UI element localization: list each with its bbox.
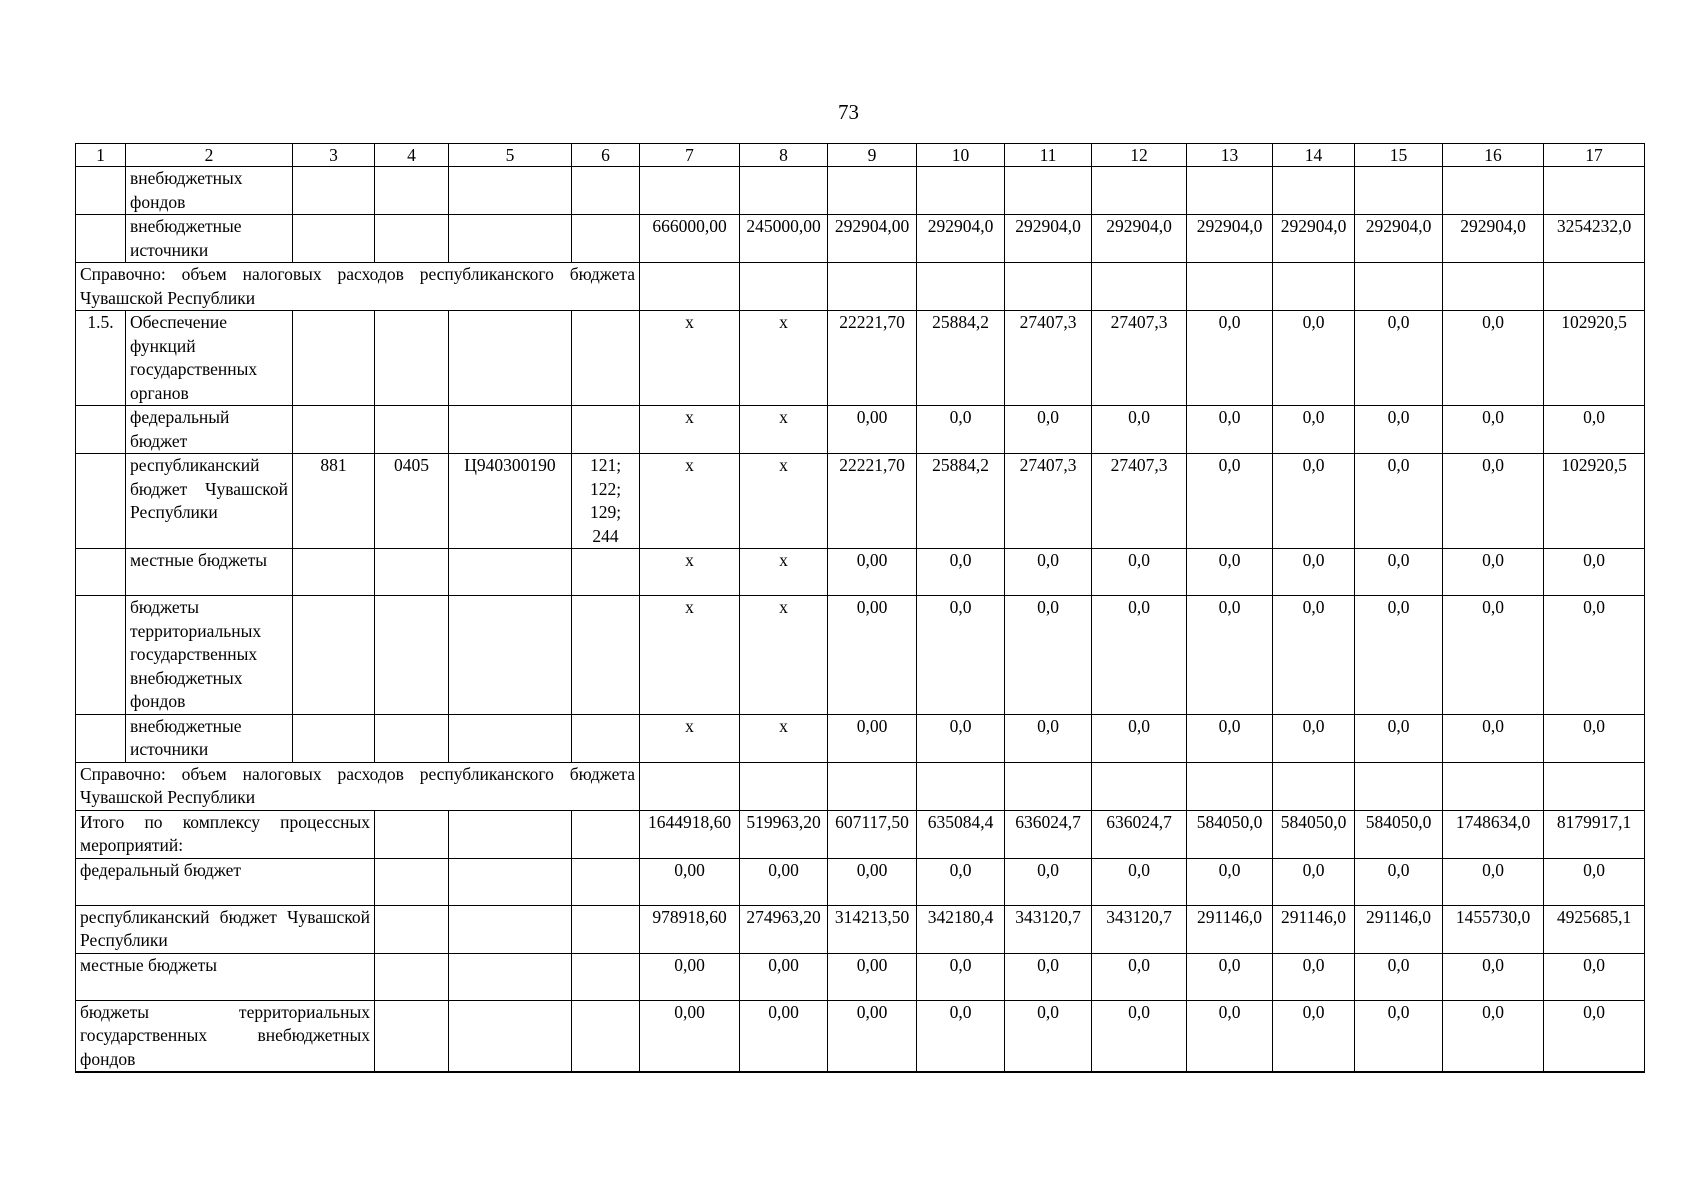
value-cell: 0,0 bbox=[1092, 953, 1187, 1000]
row-number bbox=[76, 454, 126, 549]
value-cell: 292904,0 bbox=[1005, 215, 1092, 263]
value-cell bbox=[1187, 263, 1273, 311]
value-cell: 0,0 bbox=[1273, 549, 1355, 596]
code-cell bbox=[572, 215, 640, 263]
header-cell: 8 bbox=[740, 144, 828, 167]
value-cell: 0,00 bbox=[828, 714, 917, 762]
row-label: республиканский бюджет Чувашской Республики bbox=[126, 454, 293, 549]
value-cell: x bbox=[640, 406, 740, 454]
table-cell bbox=[572, 953, 640, 1000]
table-row bbox=[76, 406, 1645, 454]
value-cell: 314213,50 bbox=[828, 905, 917, 953]
code-cell bbox=[449, 167, 572, 215]
row-label: федеральный бюджет bbox=[126, 406, 293, 454]
value-cell: 0,0 bbox=[1355, 714, 1443, 762]
value-cell bbox=[1092, 263, 1187, 311]
value-cell: 0,0 bbox=[1187, 549, 1273, 596]
header-cell: 2 bbox=[126, 144, 293, 167]
value-cell: 0,00 bbox=[828, 549, 917, 596]
code-cell: Ц940300190 bbox=[449, 454, 572, 549]
value-cell: 0,0 bbox=[1005, 596, 1092, 715]
value-cell: x bbox=[640, 596, 740, 715]
value-cell: 0,0 bbox=[1443, 406, 1544, 454]
value-cell: 0,0 bbox=[1273, 953, 1355, 1000]
code-cell bbox=[293, 311, 375, 406]
value-cell: 0,0 bbox=[1355, 454, 1443, 549]
value-cell: 0,0 bbox=[1443, 596, 1544, 715]
value-cell: 0,0 bbox=[1273, 311, 1355, 406]
value-cell: 0,0 bbox=[917, 953, 1005, 1000]
code-cell bbox=[293, 549, 375, 596]
value-cell bbox=[1355, 263, 1443, 311]
code-cell bbox=[572, 406, 640, 454]
value-cell: 0,0 bbox=[1005, 953, 1092, 1000]
table-cell bbox=[449, 953, 572, 1000]
value-cell: 0,0 bbox=[1005, 406, 1092, 454]
code-cell bbox=[293, 406, 375, 454]
value-cell: 292904,0 bbox=[1273, 215, 1355, 263]
value-cell: 292904,0 bbox=[1092, 215, 1187, 263]
table-row bbox=[76, 905, 1645, 953]
row-label: внебюджетные источники bbox=[126, 714, 293, 762]
value-cell bbox=[1005, 167, 1092, 215]
value-cell: 0,00 bbox=[640, 858, 740, 905]
total-label: федеральный бюджет bbox=[76, 858, 375, 905]
row-number bbox=[76, 406, 126, 454]
table-row bbox=[76, 263, 1645, 311]
value-cell: 0,0 bbox=[917, 549, 1005, 596]
value-cell bbox=[1273, 167, 1355, 215]
table-row bbox=[76, 810, 1645, 858]
header-row bbox=[76, 144, 1645, 167]
value-cell: 0,00 bbox=[740, 1000, 828, 1072]
row-label: бюджеты территориальных государственных внебюджетных фондов bbox=[126, 596, 293, 715]
table-cell bbox=[572, 1000, 640, 1072]
value-cell: 0,00 bbox=[740, 858, 828, 905]
value-cell: 291146,0 bbox=[1355, 905, 1443, 953]
row-number bbox=[76, 596, 126, 715]
table-cell bbox=[449, 858, 572, 905]
value-cell: x bbox=[640, 549, 740, 596]
value-cell: 635084,4 bbox=[917, 810, 1005, 858]
value-cell bbox=[1273, 263, 1355, 311]
table-row bbox=[76, 454, 1645, 549]
header-cell: 11 bbox=[1005, 144, 1092, 167]
value-cell: 25884,2 bbox=[917, 311, 1005, 406]
value-cell: 0,0 bbox=[1092, 549, 1187, 596]
row-number bbox=[76, 549, 126, 596]
code-cell bbox=[572, 167, 640, 215]
code-cell bbox=[375, 596, 449, 715]
header-cell: 15 bbox=[1355, 144, 1443, 167]
total-label: республиканский бюджет Чувашской Республики bbox=[76, 905, 375, 953]
value-cell: 0,0 bbox=[1092, 858, 1187, 905]
code-cell bbox=[449, 596, 572, 715]
row-label: местные бюджеты bbox=[126, 549, 293, 596]
value-cell: 0,0 bbox=[1544, 406, 1645, 454]
value-cell bbox=[1355, 762, 1443, 810]
code-cell bbox=[375, 406, 449, 454]
value-cell: 636024,7 bbox=[1005, 810, 1092, 858]
value-cell: 0,0 bbox=[1443, 953, 1544, 1000]
value-cell: 0,0 bbox=[1187, 454, 1273, 549]
table-cell bbox=[572, 858, 640, 905]
value-cell: 291146,0 bbox=[1187, 905, 1273, 953]
value-cell: 0,0 bbox=[1355, 953, 1443, 1000]
value-cell bbox=[1187, 167, 1273, 215]
value-cell bbox=[1005, 263, 1092, 311]
code-cell bbox=[572, 596, 640, 715]
value-cell bbox=[640, 762, 740, 810]
header-cell: 16 bbox=[1443, 144, 1544, 167]
value-cell: 22221,70 bbox=[828, 454, 917, 549]
value-cell: 27407,3 bbox=[1092, 311, 1187, 406]
value-cell: 0,0 bbox=[1092, 596, 1187, 715]
value-cell: 0,0 bbox=[1273, 406, 1355, 454]
table-row bbox=[76, 762, 1645, 810]
value-cell: x bbox=[740, 549, 828, 596]
value-cell bbox=[1443, 167, 1544, 215]
value-cell bbox=[640, 263, 740, 311]
code-cell bbox=[572, 714, 640, 762]
table-row bbox=[76, 311, 1645, 406]
value-cell bbox=[1187, 762, 1273, 810]
note-label: Справочно: объем налоговых расходов республиканского бюджета Чувашской Республики bbox=[76, 263, 640, 311]
header-cell: 10 bbox=[917, 144, 1005, 167]
table-row bbox=[76, 596, 1645, 715]
value-cell: 292904,0 bbox=[1187, 215, 1273, 263]
value-cell: 0,0 bbox=[917, 858, 1005, 905]
value-cell: 274963,20 bbox=[740, 905, 828, 953]
code-cell bbox=[572, 311, 640, 406]
value-cell: 0,0 bbox=[1187, 596, 1273, 715]
value-cell: 0,0 bbox=[1355, 549, 1443, 596]
value-cell: 0,0 bbox=[1005, 858, 1092, 905]
value-cell bbox=[740, 762, 828, 810]
value-cell bbox=[917, 762, 1005, 810]
value-cell: 0,0 bbox=[1187, 311, 1273, 406]
value-cell: 1455730,0 bbox=[1443, 905, 1544, 953]
value-cell: 0,0 bbox=[1355, 1000, 1443, 1072]
value-cell bbox=[917, 263, 1005, 311]
value-cell: 0,0 bbox=[1092, 406, 1187, 454]
header-cell: 13 bbox=[1187, 144, 1273, 167]
value-cell: 27407,3 bbox=[1005, 454, 1092, 549]
code-cell bbox=[293, 596, 375, 715]
header-cell: 12 bbox=[1092, 144, 1187, 167]
table-row bbox=[76, 215, 1645, 263]
total-label: бюджеты территориальных государственных внебюджетных фондов bbox=[76, 1000, 375, 1072]
value-cell: 25884,2 bbox=[917, 454, 1005, 549]
value-cell: x bbox=[740, 714, 828, 762]
value-cell: x bbox=[740, 311, 828, 406]
value-cell: 0,0 bbox=[1092, 714, 1187, 762]
code-cell bbox=[375, 549, 449, 596]
value-cell: 0,0 bbox=[1273, 454, 1355, 549]
code-cell bbox=[449, 311, 572, 406]
value-cell: 0,0 bbox=[1544, 953, 1645, 1000]
value-cell: 0,0 bbox=[917, 406, 1005, 454]
value-cell bbox=[917, 167, 1005, 215]
value-cell: 0,0 bbox=[1187, 406, 1273, 454]
table-cell bbox=[572, 810, 640, 858]
header-cell: 14 bbox=[1273, 144, 1355, 167]
value-cell: 0,0 bbox=[917, 1000, 1005, 1072]
code-cell bbox=[449, 549, 572, 596]
table-cell bbox=[449, 905, 572, 953]
value-cell bbox=[1443, 263, 1544, 311]
value-cell: 0,00 bbox=[640, 953, 740, 1000]
value-cell: 519963,20 bbox=[740, 810, 828, 858]
value-cell: 0,0 bbox=[1187, 953, 1273, 1000]
value-cell: 0,0 bbox=[1005, 1000, 1092, 1072]
table-cell bbox=[572, 905, 640, 953]
value-cell bbox=[740, 167, 828, 215]
value-cell: 0,00 bbox=[828, 953, 917, 1000]
code-cell bbox=[375, 714, 449, 762]
header-cell: 1 bbox=[76, 144, 126, 167]
code-cell bbox=[449, 406, 572, 454]
row-number: 1.5. bbox=[76, 311, 126, 406]
value-cell: 0,0 bbox=[1355, 858, 1443, 905]
value-cell: 0,0 bbox=[1187, 858, 1273, 905]
header-cell: 4 bbox=[375, 144, 449, 167]
table-row bbox=[76, 1000, 1645, 1072]
table-cell bbox=[375, 810, 449, 858]
value-cell: 8179917,1 bbox=[1544, 810, 1645, 858]
value-cell: 0,0 bbox=[1443, 1000, 1544, 1072]
value-cell: 0,00 bbox=[640, 1000, 740, 1072]
value-cell bbox=[640, 167, 740, 215]
value-cell: 4925685,1 bbox=[1544, 905, 1645, 953]
value-cell: 102920,5 bbox=[1544, 311, 1645, 406]
value-cell: 0,0 bbox=[1355, 311, 1443, 406]
header-cell: 9 bbox=[828, 144, 917, 167]
code-cell bbox=[572, 549, 640, 596]
value-cell bbox=[1355, 167, 1443, 215]
table-row bbox=[76, 549, 1645, 596]
code-cell bbox=[293, 714, 375, 762]
value-cell bbox=[1092, 167, 1187, 215]
code-cell: 121; 122; 129; 244 bbox=[572, 454, 640, 549]
row-label: внебюджетных фондов bbox=[126, 167, 293, 215]
value-cell: 0,0 bbox=[1544, 596, 1645, 715]
page-number: 73 bbox=[838, 100, 859, 124]
value-cell: 0,0 bbox=[1443, 714, 1544, 762]
value-cell: 343120,7 bbox=[1092, 905, 1187, 953]
value-cell bbox=[740, 263, 828, 311]
value-cell bbox=[1544, 263, 1645, 311]
value-cell: 607117,50 bbox=[828, 810, 917, 858]
row-label: внебюджетные источники bbox=[126, 215, 293, 263]
code-cell bbox=[449, 215, 572, 263]
value-cell: x bbox=[640, 454, 740, 549]
code-cell: 881 bbox=[293, 454, 375, 549]
value-cell: 343120,7 bbox=[1005, 905, 1092, 953]
value-cell: 0,0 bbox=[1443, 454, 1544, 549]
value-cell: 22221,70 bbox=[828, 311, 917, 406]
value-cell: 0,00 bbox=[828, 1000, 917, 1072]
value-cell: 0,0 bbox=[1443, 858, 1544, 905]
value-cell: x bbox=[640, 714, 740, 762]
value-cell bbox=[828, 762, 917, 810]
value-cell bbox=[1544, 762, 1645, 810]
row-number bbox=[76, 215, 126, 263]
value-cell: 584050,0 bbox=[1273, 810, 1355, 858]
value-cell: 0,0 bbox=[1005, 549, 1092, 596]
value-cell: 27407,3 bbox=[1005, 311, 1092, 406]
value-cell bbox=[1092, 762, 1187, 810]
value-cell: 0,0 bbox=[1355, 596, 1443, 715]
value-cell: x bbox=[740, 596, 828, 715]
value-cell: 292904,00 bbox=[828, 215, 917, 263]
value-cell: 636024,7 bbox=[1092, 810, 1187, 858]
value-cell: 342180,4 bbox=[917, 905, 1005, 953]
header-cell: 3 bbox=[293, 144, 375, 167]
value-cell: 102920,5 bbox=[1544, 454, 1645, 549]
table-cell bbox=[375, 858, 449, 905]
value-cell: 0,00 bbox=[740, 953, 828, 1000]
value-cell: 0,0 bbox=[1092, 1000, 1187, 1072]
value-cell: 0,0 bbox=[1443, 549, 1544, 596]
value-cell: 0,0 bbox=[1187, 1000, 1273, 1072]
value-cell: 0,0 bbox=[1544, 714, 1645, 762]
value-cell: 0,0 bbox=[1544, 858, 1645, 905]
header-cell: 5 bbox=[449, 144, 572, 167]
header-cell: 17 bbox=[1544, 144, 1645, 167]
total-label: Итого по комплексу процессных мероприятий: bbox=[76, 810, 375, 858]
header-cell: 6 bbox=[572, 144, 640, 167]
table-cell bbox=[449, 810, 572, 858]
header-cell: 7 bbox=[640, 144, 740, 167]
value-cell: 666000,00 bbox=[640, 215, 740, 263]
value-cell: 0,00 bbox=[828, 858, 917, 905]
table-row bbox=[76, 953, 1645, 1000]
value-cell: 292904,0 bbox=[1355, 215, 1443, 263]
total-label: местные бюджеты bbox=[76, 953, 375, 1000]
value-cell: 0,0 bbox=[1005, 714, 1092, 762]
table-cell bbox=[375, 905, 449, 953]
value-cell: 0,0 bbox=[1273, 714, 1355, 762]
value-cell: 0,00 bbox=[828, 406, 917, 454]
value-cell: 1748634,0 bbox=[1443, 810, 1544, 858]
value-cell: 0,0 bbox=[1544, 549, 1645, 596]
value-cell: 0,0 bbox=[1187, 714, 1273, 762]
value-cell: 0,0 bbox=[917, 596, 1005, 715]
value-cell: 3254232,0 bbox=[1544, 215, 1645, 263]
table-cell bbox=[449, 1000, 572, 1072]
value-cell: 0,0 bbox=[1443, 311, 1544, 406]
value-cell: 27407,3 bbox=[1092, 454, 1187, 549]
note-label: Справочно: объем налоговых расходов республиканского бюджета Чувашской Республики bbox=[76, 762, 640, 810]
value-cell: 584050,0 bbox=[1355, 810, 1443, 858]
value-cell: 0,0 bbox=[917, 714, 1005, 762]
code-cell bbox=[375, 167, 449, 215]
table-cell bbox=[375, 953, 449, 1000]
code-cell bbox=[293, 215, 375, 263]
value-cell bbox=[1273, 762, 1355, 810]
value-cell: 291146,0 bbox=[1273, 905, 1355, 953]
value-cell: 245000,00 bbox=[740, 215, 828, 263]
code-cell bbox=[375, 311, 449, 406]
value-cell bbox=[1005, 762, 1092, 810]
code-cell bbox=[293, 167, 375, 215]
value-cell: 292904,0 bbox=[1443, 215, 1544, 263]
code-cell bbox=[449, 714, 572, 762]
value-cell: 0,00 bbox=[828, 596, 917, 715]
table-cell bbox=[375, 1000, 449, 1072]
table-row bbox=[76, 858, 1645, 905]
code-cell bbox=[375, 215, 449, 263]
budget-table bbox=[75, 143, 1645, 1073]
value-cell: 584050,0 bbox=[1187, 810, 1273, 858]
value-cell: 1644918,60 bbox=[640, 810, 740, 858]
table-row bbox=[76, 714, 1645, 762]
table-row bbox=[76, 167, 1645, 215]
value-cell: 0,0 bbox=[1355, 406, 1443, 454]
value-cell: 0,0 bbox=[1273, 858, 1355, 905]
value-cell bbox=[1544, 167, 1645, 215]
value-cell: x bbox=[740, 406, 828, 454]
row-number bbox=[76, 714, 126, 762]
value-cell: 292904,0 bbox=[917, 215, 1005, 263]
value-cell: x bbox=[740, 454, 828, 549]
value-cell: x bbox=[640, 311, 740, 406]
code-cell: 0405 bbox=[375, 454, 449, 549]
value-cell: 0,0 bbox=[1544, 1000, 1645, 1072]
value-cell: 978918,60 bbox=[640, 905, 740, 953]
row-number bbox=[76, 167, 126, 215]
row-label: Обеспечение функций государственных органов bbox=[126, 311, 293, 406]
value-cell bbox=[1443, 762, 1544, 810]
value-cell: 0,0 bbox=[1273, 1000, 1355, 1072]
value-cell bbox=[828, 167, 917, 215]
value-cell: 0,0 bbox=[1273, 596, 1355, 715]
value-cell bbox=[828, 263, 917, 311]
